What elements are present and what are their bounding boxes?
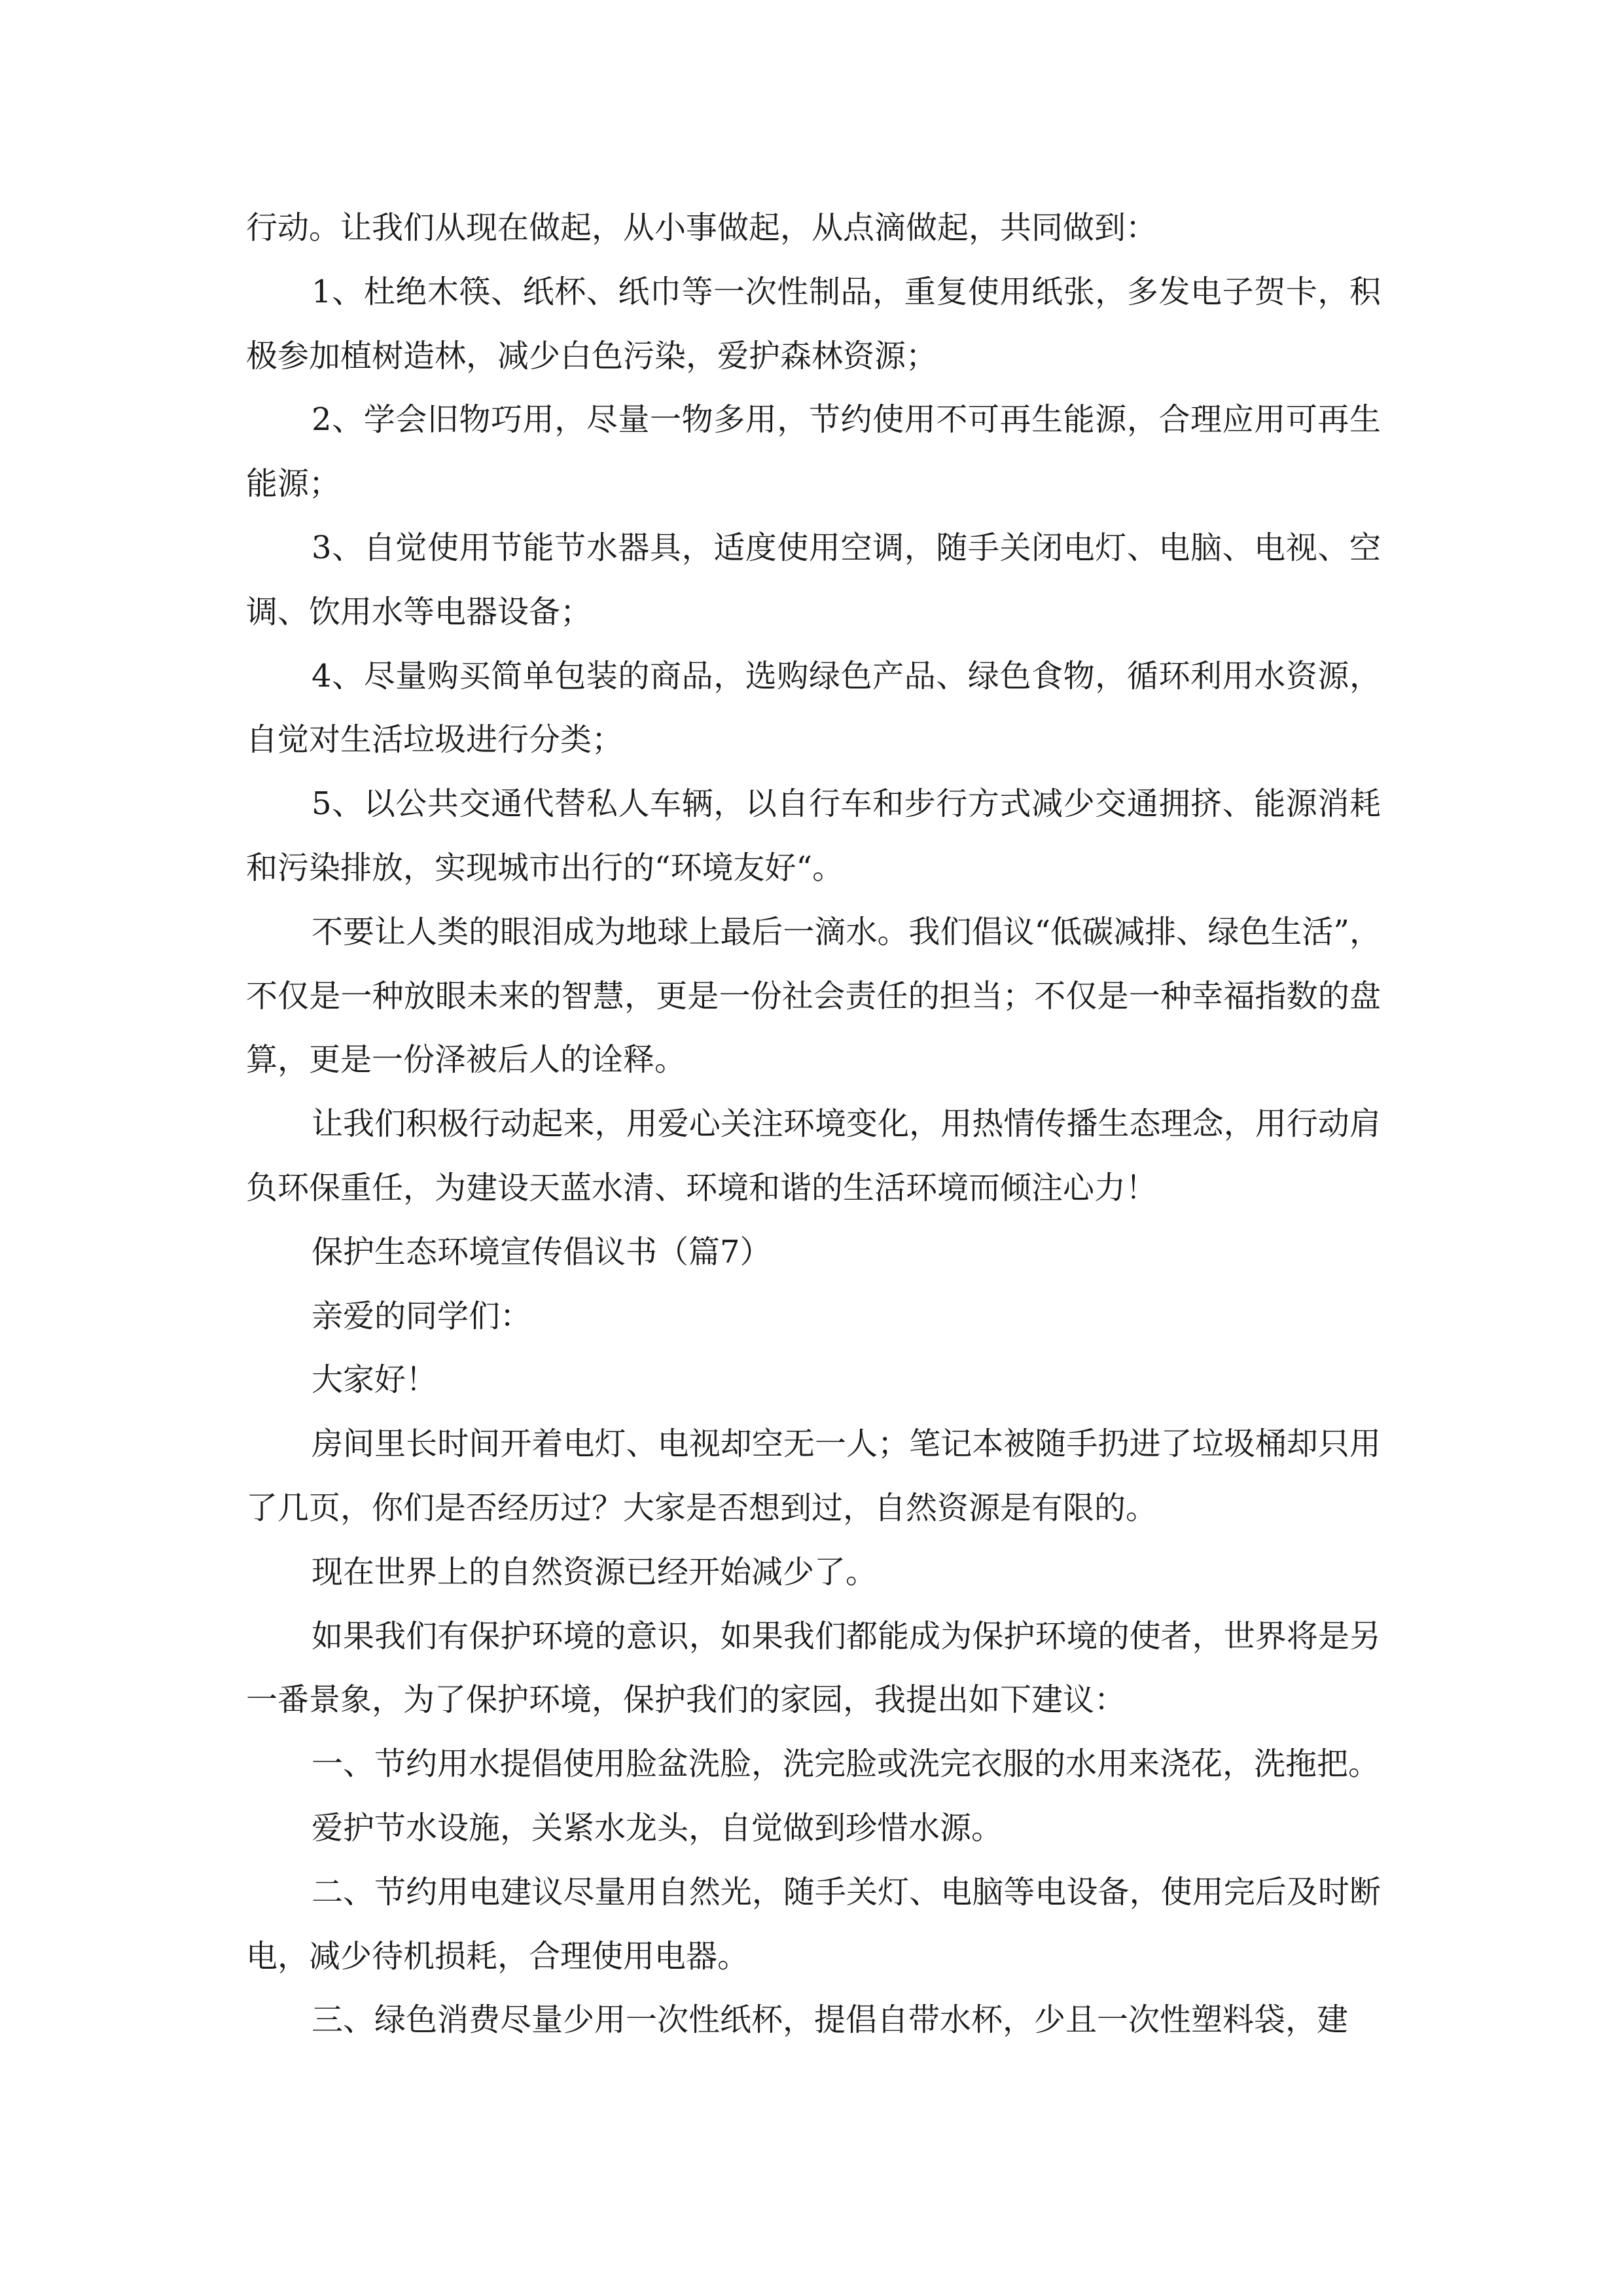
suggestion-item: 三、绿色消费尽量少用一次性纸杯，提倡自带水杯，少且一次性塑料袋，建 — [312, 2001, 1349, 2039]
list-item-1: 1、杜绝木筷、纸杯、纸巾等一次性制品，重复使用纸张，多发电子贺卡，积极参加植树造林，减少白色污染，爱护森林资源； — [246, 273, 1381, 374]
suggestion-item: 二、节约用电建议尽量用自然光，随手关灯、电脑等电设备，使用完后及时断电，减少待机损耗，合理使用电器。 — [246, 1873, 1381, 1975]
body-paragraph: 让我们积极行动起来，用爱心关注环境变化，用热情传播生态理念，用行动肩负环保重任，为建设天蓝水清、环境和谐的生活环境而倾注心力！ — [246, 1105, 1381, 1206]
section-title: 保护生态环境宣传倡议书（篇7） — [312, 1233, 772, 1270]
body-paragraph: 爱护节水设施，关紧水龙头，自觉做到珍惜水源。 — [312, 1809, 1003, 1846]
document-page — [246, 196, 1381, 2053]
body-paragraph: 不要让人类的眼泪成为地球上最后一滴水。我们倡议“低碳减排、绿色生活”，不仅是一种放眼未来的智慧，更是一份社会责任的担当；不仅是一种幸福指数的盘算，更是一份泽被后人的诠释。 — [246, 913, 1381, 1079]
list-item-2: 2、学会旧物巧用，尽量一物多用，节约使用不可再生能源，合理应用可再生能源； — [246, 401, 1381, 503]
body-paragraph: 现在世界上的自然资源已经开始减少了。 — [312, 1553, 878, 1590]
list-item-4: 4、尽量购买简单包装的商品，选购绿色产品、绿色食物，循环利用水资源，自觉对生活垃圾进行分类； — [246, 657, 1381, 759]
body-paragraph: 如果我们有保护环境的意识，如果我们都能成为保护环境的使者，世界将是另一番景象，为了保护环境，保护我们的家园，我提出如下建议： — [246, 1617, 1381, 1719]
body-paragraph: 行动。让我们从现在做起，从小事做起，从点滴做起，共同做到： — [246, 209, 1158, 246]
list-item-5: 5、以公共交通代替私人车辆，以自行车和步行方式减少交通拥挤、能源消耗和污染排放，实现城市出行的“环境友好“。 — [246, 785, 1381, 886]
greeting: 大家好！ — [312, 1361, 438, 1399]
list-item-3: 3、自觉使用节能节水器具，适度使用空调，随手关闭电灯、电脑、电视、空调、饮用水等电器设备； — [246, 529, 1381, 630]
body-paragraph: 房间里长时间开着电灯、电视却空无一人；笔记本被随手扔进了垃圾桶却只用了几页，你们是否经历过？大家是否想到过，自然资源是有限的。 — [246, 1426, 1381, 1526]
salutation: 亲爱的同学们： — [312, 1297, 532, 1335]
suggestion-item: 一、节约用水提倡使用脸盆洗脸，洗完脸或洗完衣服的水用来浇花，洗拖把。 — [312, 1746, 1380, 1783]
